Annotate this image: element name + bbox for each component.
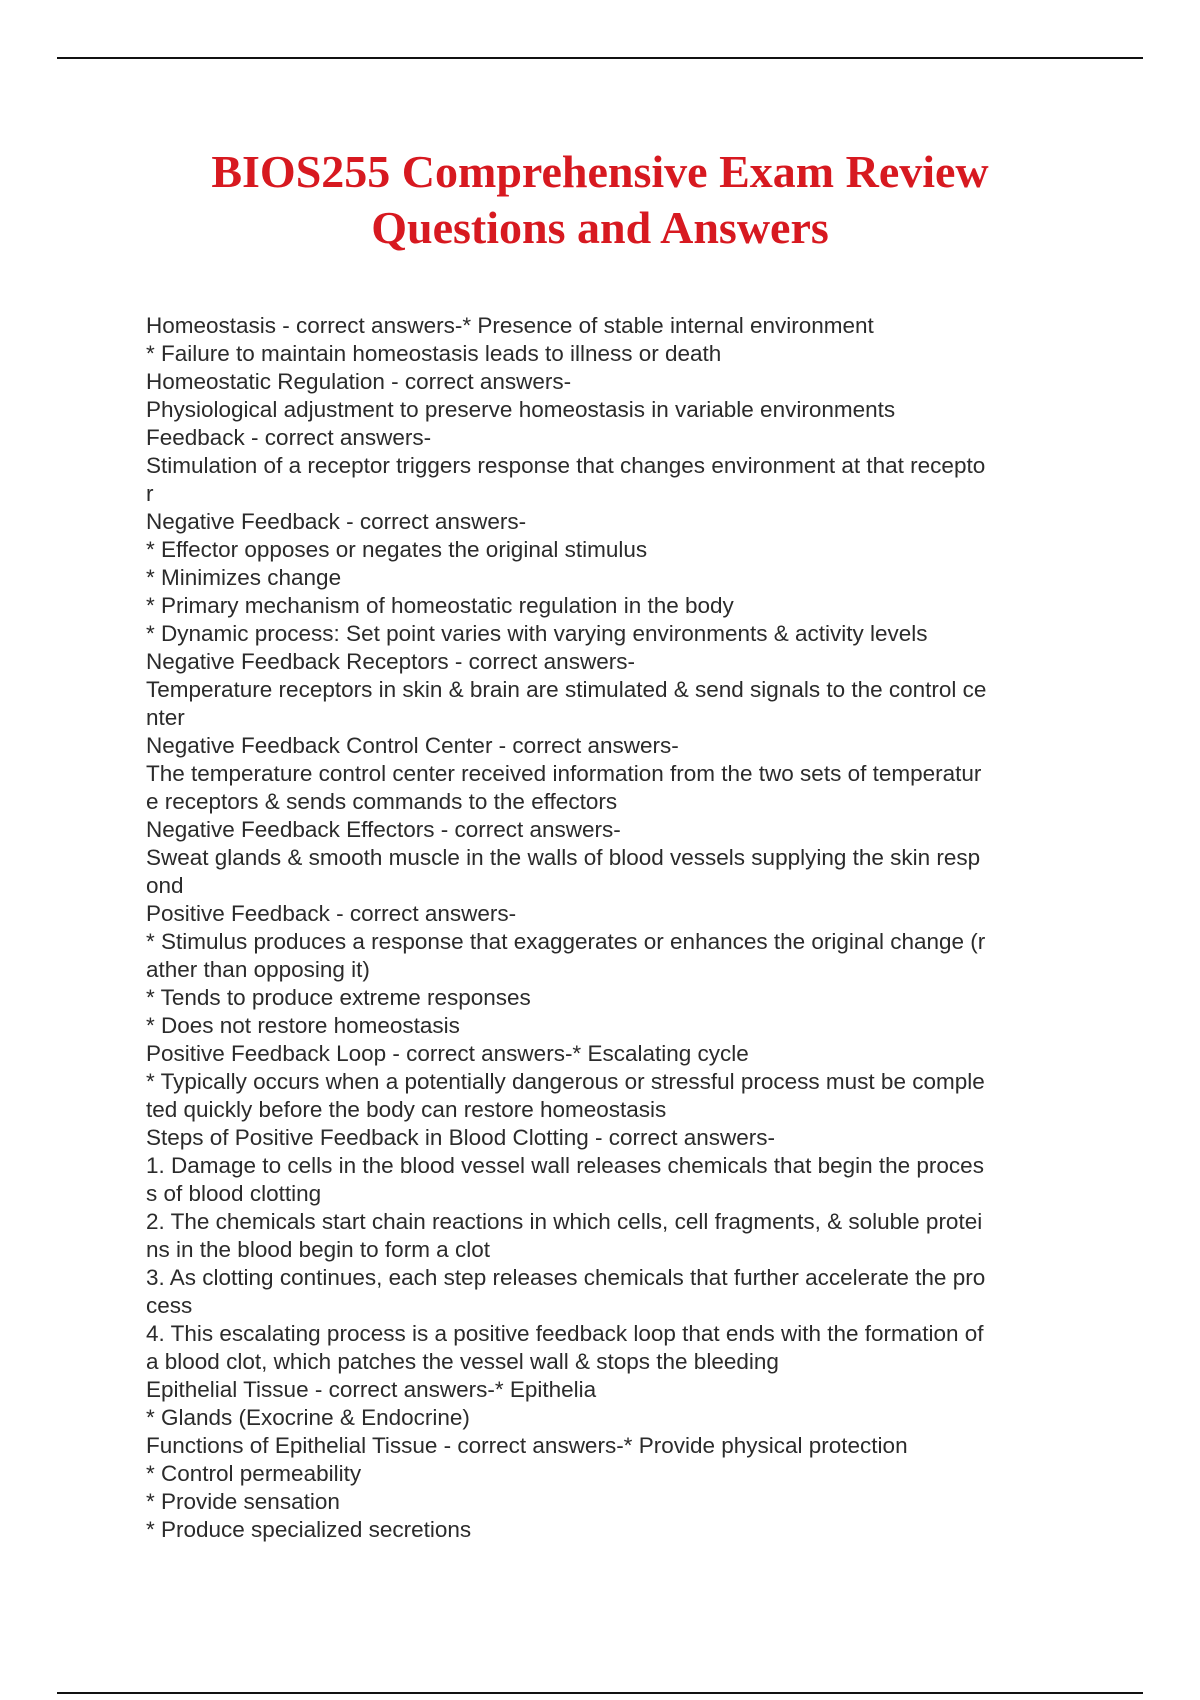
body-text-line: The temperature control center received information from the two sets of temperatur bbox=[146, 761, 982, 786]
body-text-line: * Provide sensation bbox=[146, 1489, 340, 1514]
title-line-1: BIOS255 Comprehensive Exam Review bbox=[211, 146, 989, 197]
body-text-line: * Control permeability bbox=[146, 1461, 362, 1486]
body-text-line: Negative Feedback Receptors - correct answers- bbox=[146, 649, 635, 674]
body-text-line: Homeostasis - correct answers-* Presence of stable internal environment bbox=[146, 313, 874, 338]
body-text-line: * Does not restore homeostasis bbox=[146, 1013, 460, 1038]
body-text-line: ond bbox=[146, 873, 184, 898]
body-text-line: * Failure to maintain homeostasis leads to illness or death bbox=[146, 341, 722, 366]
body-text-line: Stimulation of a receptor triggers response that changes environment at that recepto bbox=[146, 453, 986, 478]
body-text-line: Epithelial Tissue - correct answers-* Epithelia bbox=[146, 1377, 597, 1402]
body-text-line: Feedback - correct answers- bbox=[146, 425, 432, 450]
body-text-line: * Effector opposes or negates the original stimulus bbox=[146, 537, 648, 562]
document-title bbox=[60, 144, 1140, 256]
body-text-line: * Tends to produce extreme responses bbox=[146, 985, 531, 1010]
body-text-line: ted quickly before the body can restore homeostasis bbox=[146, 1097, 667, 1122]
body-text-line: 3. As clotting continues, each step releases chemicals that further accelerate the pro bbox=[146, 1265, 986, 1290]
body-text-line: Steps of Positive Feedback in Blood Clotting - correct answers- bbox=[146, 1125, 776, 1150]
top-divider bbox=[57, 57, 1143, 59]
body-text-line: e receptors & sends commands to the effectors bbox=[146, 789, 618, 814]
body-text-line: * Dynamic process: Set point varies with varying environments & activity levels bbox=[146, 621, 928, 646]
body-text-line: Negative Feedback Effectors - correct answers- bbox=[146, 817, 621, 842]
body-text-line: Functions of Epithelial Tissue - correct answers-* Provide physical protection bbox=[146, 1433, 908, 1458]
body-text-line: s of blood clotting bbox=[146, 1181, 322, 1206]
body-text-line: * Primary mechanism of homeostatic regulation in the body bbox=[146, 593, 734, 618]
body-text-line: * Glands (Exocrine & Endocrine) bbox=[146, 1405, 470, 1430]
body-text-line: 1. Damage to cells in the blood vessel wall releases chemicals that begin the proces bbox=[146, 1153, 984, 1178]
body-text-line: * Minimizes change bbox=[146, 565, 342, 590]
body-text-line: r bbox=[146, 481, 154, 506]
body-text-line: Sweat glands & smooth muscle in the walls of blood vessels supplying the skin resp bbox=[146, 845, 981, 870]
bottom-divider bbox=[57, 1692, 1143, 1694]
body-text-line: Temperature receptors in skin & brain are stimulated & send signals to the control ce bbox=[146, 677, 987, 702]
body-text-line: Homeostatic Regulation - correct answers- bbox=[146, 369, 572, 394]
body-text-line: Physiological adjustment to preserve homeostasis in variable environments bbox=[146, 397, 896, 422]
body-text-line: ns in the blood begin to form a clot bbox=[146, 1237, 490, 1262]
document-body bbox=[146, 312, 1066, 1544]
title-line-2: Questions and Answers bbox=[371, 202, 829, 253]
body-text-line: a blood clot, which patches the vessel wall & stops the bleeding bbox=[146, 1349, 779, 1374]
body-text-line: * Produce specialized secretions bbox=[146, 1517, 472, 1542]
body-text-line: 2. The chemicals start chain reactions in which cells, cell fragments, & soluble protei bbox=[146, 1209, 983, 1234]
body-text-line: * Stimulus produces a response that exaggerates or enhances the original change (r bbox=[146, 929, 986, 954]
body-text-line: Positive Feedback Loop - correct answers-* Escalating cycle bbox=[146, 1041, 749, 1066]
body-text-line: cess bbox=[146, 1293, 193, 1318]
body-text-line: Positive Feedback - correct answers- bbox=[146, 901, 517, 926]
body-text-line: nter bbox=[146, 705, 185, 730]
body-text-line: * Typically occurs when a potentially dangerous or stressful process must be comple bbox=[146, 1069, 985, 1094]
body-text-line: Negative Feedback - correct answers- bbox=[146, 509, 527, 534]
body-text-line: ather than opposing it) bbox=[146, 957, 370, 982]
body-text-line: Negative Feedback Control Center - correct answers- bbox=[146, 733, 679, 758]
body-text-line: 4. This escalating process is a positive feedback loop that ends with the formation of bbox=[146, 1321, 984, 1346]
